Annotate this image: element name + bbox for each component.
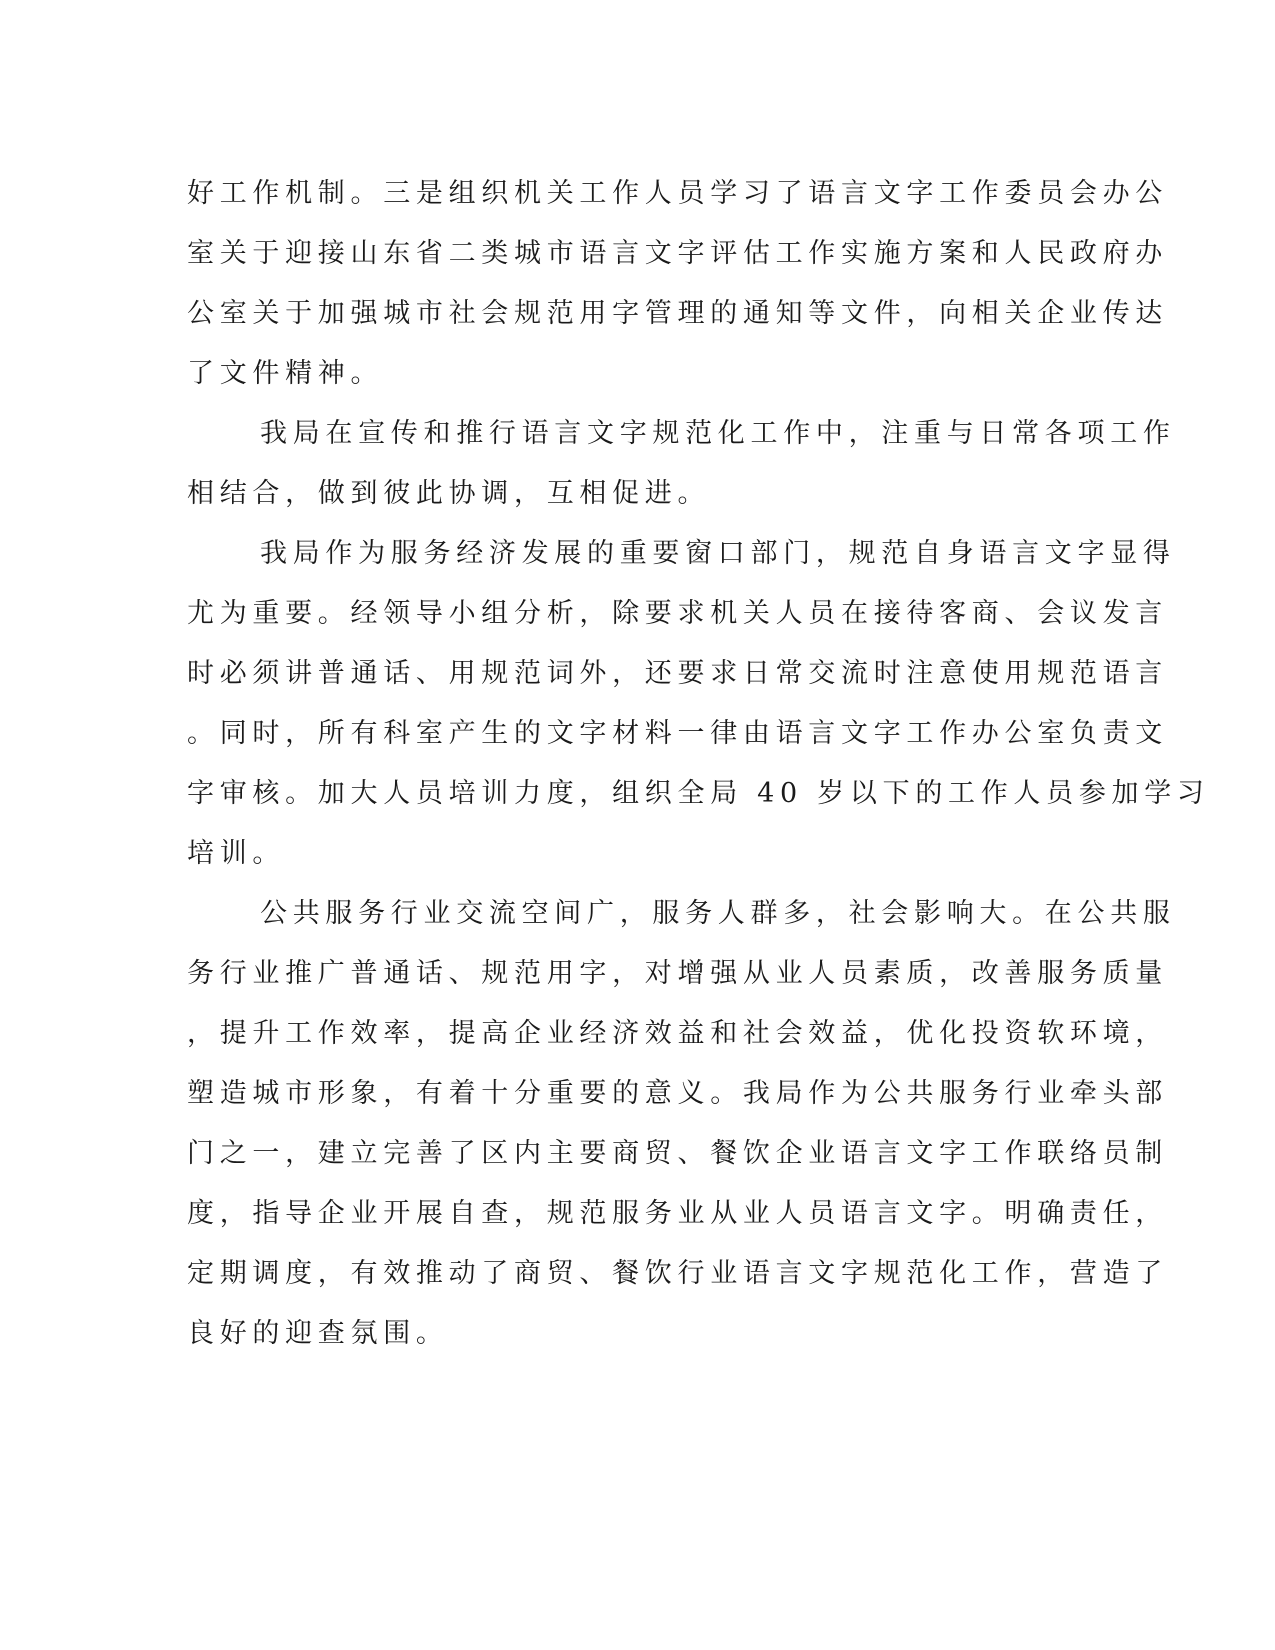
- text-line: 我局作为服务经济发展的重要窗口部门，规范自身语言文字显得: [260, 538, 1176, 569]
- text-line: 度，指导企业开展自查，规范服务业从业人员语言文字。明确责任，: [187, 1198, 1168, 1229]
- document-body: [187, 164, 1210, 1364]
- paragraph-1: [187, 164, 1168, 404]
- paragraph-2: [187, 404, 1176, 524]
- text-line: ，提升工作效率，提高企业经济效益和社会效益，优化投资软环境，: [187, 1018, 1168, 1049]
- text-line: 时必须讲普通话、用规范词外，还要求日常交流时注意使用规范语言: [187, 658, 1168, 689]
- text-line: 公室关于加强城市社会规范用字管理的通知等文件，向相关企业传达: [187, 298, 1168, 329]
- text-line: 了文件精神。: [187, 358, 384, 389]
- text-line: 塑造城市形象，有着十分重要的意义。我局作为公共服务行业牵头部: [187, 1078, 1168, 1109]
- text-line: 良好的迎查氛围。: [187, 1318, 449, 1349]
- text-line: 。同时，所有科室产生的文字材料一律由语言文字工作办公室负责文: [187, 718, 1168, 749]
- paragraph-4: [187, 884, 1176, 1364]
- text-line: 培训。: [187, 838, 286, 869]
- text-line: 字审核。加大人员培训力度，组织全局 40 岁以下的工作人员参加学习: [187, 778, 1210, 809]
- text-line: 定期调度，有效推动了商贸、餐饮行业语言文字规范化工作，营造了: [187, 1258, 1168, 1289]
- text-line: 我局在宣传和推行语言文字规范化工作中，注重与日常各项工作: [260, 418, 1176, 449]
- text-line: 相结合，做到彼此协调，互相促进。: [187, 478, 711, 509]
- text-line: 室关于迎接山东省二类城市语言文字评估工作实施方案和人民政府办: [187, 238, 1168, 269]
- text-line: 门之一，建立完善了区内主要商贸、餐饮企业语言文字工作联络员制: [187, 1138, 1168, 1169]
- text-line: 好工作机制。三是组织机关工作人员学习了语言文字工作委员会办公: [187, 178, 1168, 209]
- text-line: 务行业推广普通话、规范用字，对增强从业人员素质，改善服务质量: [187, 958, 1168, 989]
- text-line: 尤为重要。经领导小组分析，除要求机关人员在接待客商、会议发言: [187, 598, 1168, 629]
- paragraph-3: [187, 524, 1210, 884]
- text-line: 公共服务行业交流空间广，服务人群多，社会影响大。在公共服: [260, 898, 1176, 929]
